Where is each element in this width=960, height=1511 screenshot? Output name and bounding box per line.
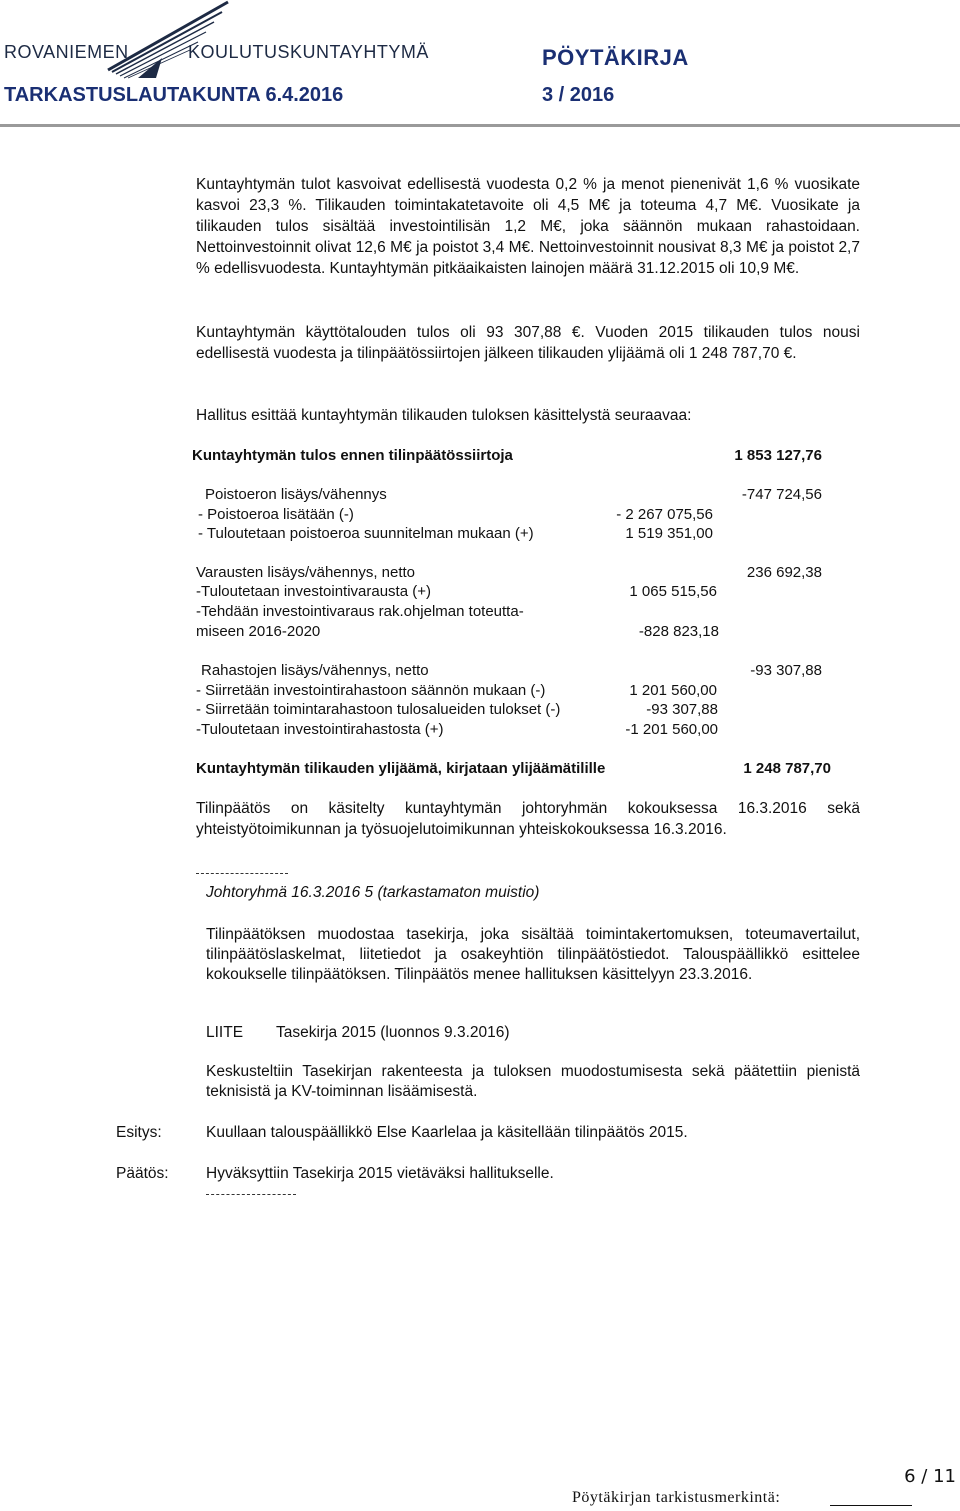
funds-label: Rahastojen lisäys/vähennys, netto bbox=[201, 662, 429, 679]
table-row bbox=[196, 760, 831, 780]
paragraph-financial-summary: Kuntayhtymän tulot kasvoivat edellisestä vuodesta 0,2 % ja menot pienenivät 1,6 % vuosikate kasvoi 23,3 %. Tilikauden toimintakatetavoite oli 4,5 M€ ja toteuma 4,7 M€. Vuosikate ja tilikauden tulos sisältää investointilisän 1,2 M€, joka säännön mukaan rahastoidaan. Nettoinvestoinnit olivat 12,6 M€ ja poistot 3,4 M€. Nettoinvestoinnit nousivat 8,3 M€ ja poistot 2,7 % edellisvuodesta. Kuntayhtymän pitkäaikaisten lainojen määrä 31.12.2015 oli 10,9 M€. bbox=[196, 176, 860, 277]
funds-investment-label: - Siirretään investointirahastoon säännön mukaan (-) bbox=[196, 682, 546, 699]
paragraph-review-meetings: Tilinpäätös on käsitelty kuntayhtymän johtoryhmän kokouksessa 16.3.2016 sekä yhteistyötoimikunnan ja työsuojelutoimikunnan yhteiskokouksessa 16.3.2016. bbox=[196, 800, 860, 838]
paragraph-operating-result: Kuntayhtymän käyttötalouden tulos oli 93 307,88 €. Vuoden 2015 tilikauden tulos nousi edellisestä vuodesta ja tilinpäätössiirtojen jälkeen tilikauden ylijäämä oli 1 248 787,70 €. bbox=[196, 324, 860, 362]
funds-investment-value: 1 201 560,00 bbox=[629, 682, 717, 699]
table-row bbox=[192, 447, 822, 467]
review-mark-label: Pöytäkirjan tarkistusmerkintä: bbox=[572, 1489, 781, 1506]
page-header bbox=[0, 0, 960, 128]
funds-operating-value: -93 307,88 bbox=[646, 701, 718, 718]
meeting-number: 3 / 2016 bbox=[542, 84, 615, 106]
memo-paragraph-contents: Tilinpäätöksen muodostaa tasekirja, joka sisältää toimintakertomuksen, toteumavertailut, tilinpäätöslaskelmat, liitetiedot ja osakeyhtiön tilinpäätöstiedot. Talouspäällikkö esittelee kokoukselle tilinpäätöksen. Tilinpäätös menee hallituksen käsittelyyn 23.3.2016. bbox=[206, 926, 860, 983]
table-row bbox=[198, 506, 713, 526]
table-row bbox=[198, 525, 713, 545]
surplus-label: Kuntayhtymän tilikauden ylijäämä, kirjataan ylijäämätilille bbox=[196, 760, 606, 777]
table-row bbox=[196, 564, 822, 584]
org-name-left: ROVANIEMEN bbox=[4, 42, 129, 62]
committee-title: TARKASTUSLAUTAKUNTA 6.4.2016 bbox=[4, 84, 344, 106]
paragraph-board-proposal: Hallitus esittää kuntayhtymän tilikauden tuloksen käsittelystä seuraavaa: bbox=[196, 407, 692, 424]
table-row bbox=[196, 623, 719, 643]
separator-bottom bbox=[206, 1194, 296, 1195]
table-row bbox=[205, 486, 822, 506]
funds-operating-label: - Siirretään toimintarahastoon tulosalueiden tulokset (-) bbox=[196, 701, 561, 718]
page-number: 6 / 11 bbox=[904, 1466, 956, 1487]
attachment-label: LIITE bbox=[206, 1024, 244, 1041]
funds-value: -93 307,88 bbox=[750, 662, 822, 679]
separator-top bbox=[196, 873, 288, 874]
org-name-right: KOULUTUSKUNTAYHTYMÄ bbox=[188, 42, 429, 62]
reserves-make-label-line1: -Tehdään investointivaraus rak.ohjelman toteutta- bbox=[196, 603, 524, 620]
table-row bbox=[196, 603, 717, 623]
depreciation-add-value: - 2 267 075,56 bbox=[616, 506, 713, 523]
table-row bbox=[196, 701, 718, 721]
reserves-make-value: -828 823,18 bbox=[638, 623, 719, 640]
reserves-value: 236 692,38 bbox=[746, 564, 822, 581]
memo-paragraph-discussion: Keskusteltiin Tasekirjan rakenteesta ja tuloksen muodostumisesta sekä päätettiin pienistä teknisistä ja KV-toiminnan lisäämisestä. bbox=[206, 1063, 860, 1100]
result-before-value: 1 853 127,76 bbox=[734, 447, 822, 464]
proposal-label: Esitys: bbox=[116, 1124, 162, 1141]
surplus-value: 1 248 787,70 bbox=[743, 760, 831, 777]
depreciation-label: Poistoeron lisäys/vähennys bbox=[205, 486, 387, 503]
reserves-revenue-label: -Tuloutetaan investointivarausta (+) bbox=[196, 583, 431, 600]
memo-title: Johtoryhmä 16.3.2016 5 (tarkastamaton muistio) bbox=[206, 884, 540, 901]
depreciation-revenue-label: - Tuloutetaan poistoeroa suunnitelman mukaan (+) bbox=[198, 525, 534, 542]
document-type: PÖYTÄKIRJA bbox=[542, 45, 689, 70]
reserves-make-label-line2: miseen 2016-2020 bbox=[196, 623, 321, 640]
attachment-title: Tasekirja 2015 (luonnos 9.3.2016) bbox=[276, 1024, 510, 1041]
funds-revenue-value: -1 201 560,00 bbox=[625, 721, 718, 738]
result-before-label: Kuntayhtymän tulos ennen tilinpäätössiirtoja bbox=[192, 447, 513, 464]
proposal-text: Kuullaan talouspäällikkö Else Kaarlelaa ja käsitellään tilinpäätös 2015. bbox=[206, 1124, 688, 1141]
header-divider bbox=[0, 124, 960, 127]
depreciation-add-label: - Poistoeroa lisätään (-) bbox=[198, 506, 354, 523]
table-row bbox=[196, 583, 717, 603]
depreciation-value: -747 724,56 bbox=[741, 486, 822, 503]
reserves-label: Varausten lisäys/vähennys, netto bbox=[196, 564, 416, 581]
depreciation-revenue-value: 1 519 351,00 bbox=[625, 525, 713, 542]
funds-revenue-label: -Tuloutetaan investointirahastosta (+) bbox=[196, 721, 444, 738]
decision-text: Hyväksyttiin Tasekirja 2015 vietäväksi hallitukselle. bbox=[206, 1165, 554, 1182]
table-row bbox=[196, 721, 718, 741]
table-row bbox=[201, 662, 822, 682]
table-row bbox=[196, 682, 717, 702]
review-mark-line bbox=[830, 1505, 912, 1506]
organization-logo-icon bbox=[98, 0, 234, 80]
reserves-revenue-value: 1 065 515,56 bbox=[629, 583, 717, 600]
decision-label: Päätös: bbox=[116, 1165, 169, 1182]
